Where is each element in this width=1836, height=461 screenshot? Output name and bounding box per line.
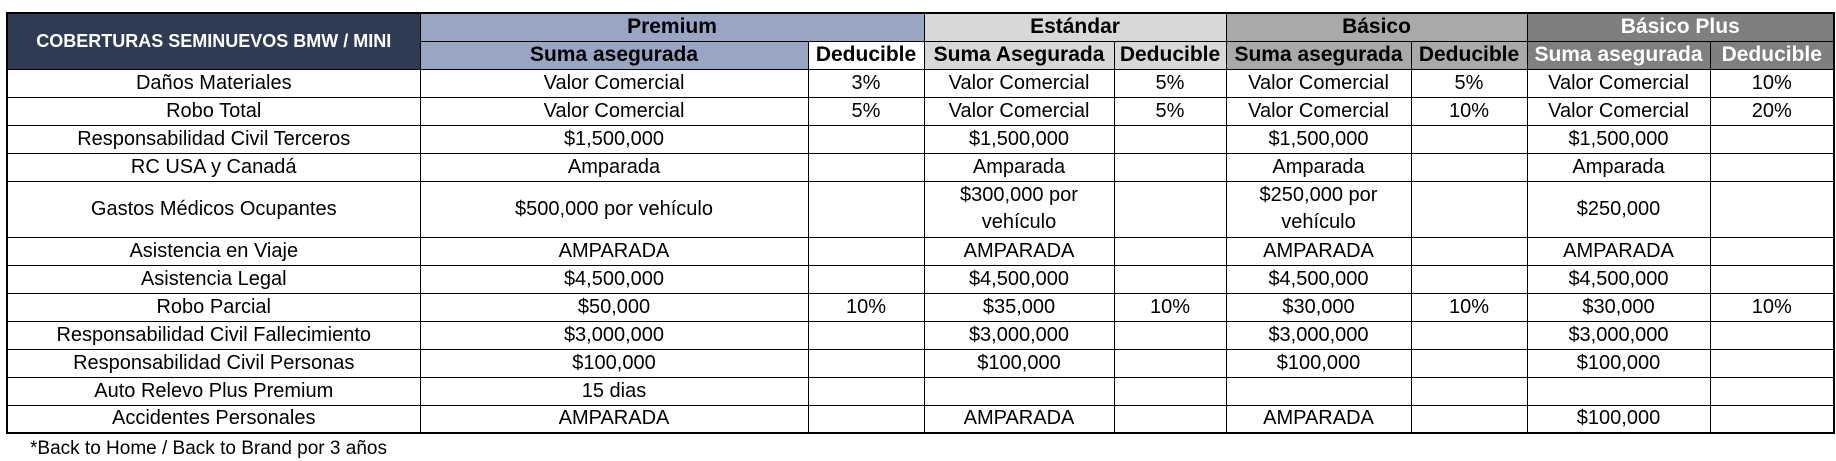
- coverage-name: Responsabilidad Civil Personas: [7, 349, 420, 377]
- deductible-cell: [1710, 265, 1834, 293]
- deductible-cell: [1411, 321, 1527, 349]
- coverage-name: Responsabilidad Civil Fallecimiento: [7, 321, 420, 349]
- sum-insured-cell: $35,000: [924, 293, 1114, 321]
- sum-insured-cell: AMPARADA: [420, 237, 808, 265]
- sum-insured-cell: AMPARADA: [1226, 237, 1411, 265]
- deductible-cell: [1710, 377, 1834, 405]
- sum-insured-cell: $100,000: [420, 349, 808, 377]
- sum-insured-cell: $100,000: [924, 349, 1114, 377]
- sum-insured-cell: Valor Comercial: [924, 97, 1114, 125]
- tier-basico-header: Básico: [1226, 13, 1527, 41]
- table-row: [7, 265, 1834, 293]
- table-row: [7, 69, 1834, 97]
- table-row: [7, 125, 1834, 153]
- sum-insured-cell: AMPARADA: [1226, 405, 1411, 433]
- deductible-cell: [1411, 377, 1527, 405]
- sum-insured-cell: [1226, 377, 1411, 405]
- deductible-cell: [1411, 125, 1527, 153]
- sum-insured-cell: Amparada: [1527, 153, 1710, 181]
- deductible-cell: [808, 237, 924, 265]
- deductible-cell: [1411, 265, 1527, 293]
- deductible-cell: [808, 153, 924, 181]
- sum-insured-cell: $3,000,000: [420, 321, 808, 349]
- table-row: [7, 237, 1834, 265]
- tier-header-row: [7, 13, 1834, 41]
- sum-insured-cell: Valor Comercial: [420, 69, 808, 97]
- sum-insured-cell: $4,500,000: [1527, 265, 1710, 293]
- sum-insured-cell: Valor Comercial: [1226, 69, 1411, 97]
- deductible-cell: [1411, 153, 1527, 181]
- sum-insured-cell: Valor Comercial: [1226, 97, 1411, 125]
- sum-insured-cell: $1,500,000: [420, 125, 808, 153]
- basico-deductible-header: Deducible: [1411, 41, 1527, 69]
- coverage-name: RC USA y Canadá: [7, 153, 420, 181]
- basico-sum-header: Suma asegurada: [1226, 41, 1411, 69]
- deductible-cell: [1710, 321, 1834, 349]
- coverage-name: Auto Relevo Plus Premium: [7, 377, 420, 405]
- estandar-sum-header: Suma Asegurada: [924, 41, 1114, 69]
- deductible-cell: [1710, 349, 1834, 377]
- deductible-cell: [1710, 125, 1834, 153]
- estandar-deductible-header: Deducible: [1114, 41, 1226, 69]
- sum-insured-cell: Amparada: [420, 153, 808, 181]
- sum-insured-cell: $1,500,000: [1527, 125, 1710, 153]
- table-row: [7, 377, 1834, 405]
- footnote: *Back to Home / Back to Brand por 3 años: [30, 438, 387, 459]
- sum-insured-cell: $250,000: [1527, 181, 1710, 237]
- sum-insured-cell: Amparada: [924, 153, 1114, 181]
- deductible-cell: 10%: [1114, 293, 1226, 321]
- tier-premium-header: Premium: [420, 13, 924, 41]
- sum-insured-cell: AMPARADA: [924, 405, 1114, 433]
- deductible-cell: [1710, 181, 1834, 237]
- table-row: [7, 293, 1834, 321]
- deductible-cell: [1114, 405, 1226, 433]
- deductible-cell: [1114, 153, 1226, 181]
- deductible-cell: 3%: [808, 69, 924, 97]
- sum-insured-cell: $4,500,000: [924, 265, 1114, 293]
- deductible-cell: 5%: [808, 97, 924, 125]
- sum-insured-cell: $3,000,000: [1226, 321, 1411, 349]
- deductible-cell: [1710, 153, 1834, 181]
- deductible-cell: [1114, 237, 1226, 265]
- sum-insured-cell: $50,000: [420, 293, 808, 321]
- deductible-cell: [808, 349, 924, 377]
- sum-insured-cell: $300,000 por vehículo: [924, 181, 1114, 237]
- deductible-cell: 10%: [1411, 293, 1527, 321]
- coverage-table: [6, 12, 1835, 434]
- premium-sum-header: Suma asegurada: [420, 41, 808, 69]
- sum-insured-cell: $500,000 por vehículo: [420, 181, 808, 237]
- sum-insured-cell: $100,000: [1527, 349, 1710, 377]
- deductible-cell: [1114, 349, 1226, 377]
- deductible-cell: 10%: [1710, 69, 1834, 97]
- premium-deductible-header: Deducible: [808, 41, 924, 69]
- deductible-cell: [1114, 377, 1226, 405]
- sum-insured-cell: Valor Comercial: [924, 69, 1114, 97]
- deductible-cell: [1411, 181, 1527, 237]
- basico-plus-deductible-header: Deducible: [1710, 41, 1834, 69]
- table-row: [7, 321, 1834, 349]
- deductible-cell: 20%: [1710, 97, 1834, 125]
- sum-insured-cell: [1527, 377, 1710, 405]
- sum-insured-cell: $1,500,000: [1226, 125, 1411, 153]
- sum-insured-cell: Valor Comercial: [1527, 97, 1710, 125]
- sum-insured-cell: $4,500,000: [420, 265, 808, 293]
- coverage-name: Daños Materiales: [7, 69, 420, 97]
- sum-insured-cell: Valor Comercial: [420, 97, 808, 125]
- coverage-name: Accidentes Personales: [7, 405, 420, 433]
- deductible-cell: [1114, 265, 1226, 293]
- sum-insured-cell: Valor Comercial: [1527, 69, 1710, 97]
- deductible-cell: [808, 125, 924, 153]
- deductible-cell: [808, 321, 924, 349]
- coverage-name: Robo Total: [7, 97, 420, 125]
- deductible-cell: [808, 405, 924, 433]
- table-row: [7, 153, 1834, 181]
- deductible-cell: [808, 181, 924, 237]
- sum-insured-cell: Amparada: [1226, 153, 1411, 181]
- sum-insured-cell: [924, 377, 1114, 405]
- coverage-name: Robo Parcial: [7, 293, 420, 321]
- deductible-cell: 5%: [1411, 69, 1527, 97]
- sum-insured-cell: $3,000,000: [1527, 321, 1710, 349]
- coverage-name: Asistencia en Viaje: [7, 237, 420, 265]
- deductible-cell: [1411, 237, 1527, 265]
- sum-insured-cell: AMPARADA: [1527, 237, 1710, 265]
- table-title: COBERTURAS SEMINUEVOS BMW / MINI: [7, 13, 420, 69]
- deductible-cell: [1114, 181, 1226, 237]
- sum-insured-cell: $4,500,000: [1226, 265, 1411, 293]
- coverage-rows: [7, 69, 1834, 433]
- deductible-cell: [1411, 349, 1527, 377]
- coverage-name: Responsabilidad Civil Terceros: [7, 125, 420, 153]
- coverage-name: Asistencia Legal: [7, 265, 420, 293]
- deductible-cell: [1114, 321, 1226, 349]
- deductible-cell: 10%: [1710, 293, 1834, 321]
- sum-insured-cell: AMPARADA: [420, 405, 808, 433]
- coverage-name: Gastos Médicos Ocupantes: [7, 181, 420, 237]
- coverage-table-container: [6, 12, 1835, 434]
- tier-estandar-header: Estándar: [924, 13, 1226, 41]
- sum-insured-cell: $30,000: [1527, 293, 1710, 321]
- table-row: [7, 181, 1834, 237]
- deductible-cell: 10%: [1411, 97, 1527, 125]
- table-row: [7, 405, 1834, 433]
- sum-insured-cell: $30,000: [1226, 293, 1411, 321]
- sum-insured-cell: $3,000,000: [924, 321, 1114, 349]
- sum-insured-cell: $100,000: [1226, 349, 1411, 377]
- deductible-cell: [808, 265, 924, 293]
- table-row: [7, 97, 1834, 125]
- sum-insured-cell: AMPARADA: [924, 237, 1114, 265]
- deductible-cell: [1710, 405, 1834, 433]
- sum-insured-cell: $100,000: [1527, 405, 1710, 433]
- sum-insured-cell: $1,500,000: [924, 125, 1114, 153]
- deductible-cell: [808, 377, 924, 405]
- deductible-cell: 10%: [808, 293, 924, 321]
- basico-plus-sum-header: Suma asegurada: [1527, 41, 1710, 69]
- sum-insured-cell: 15 dias: [420, 377, 808, 405]
- deductible-cell: [1114, 125, 1226, 153]
- deductible-cell: [1710, 237, 1834, 265]
- deductible-cell: 5%: [1114, 69, 1226, 97]
- deductible-cell: 5%: [1114, 97, 1226, 125]
- tier-basico-plus-header: Básico Plus: [1527, 13, 1834, 41]
- sum-insured-cell: $250,000 por vehículo: [1226, 181, 1411, 237]
- table-row: [7, 349, 1834, 377]
- deductible-cell: [1411, 405, 1527, 433]
